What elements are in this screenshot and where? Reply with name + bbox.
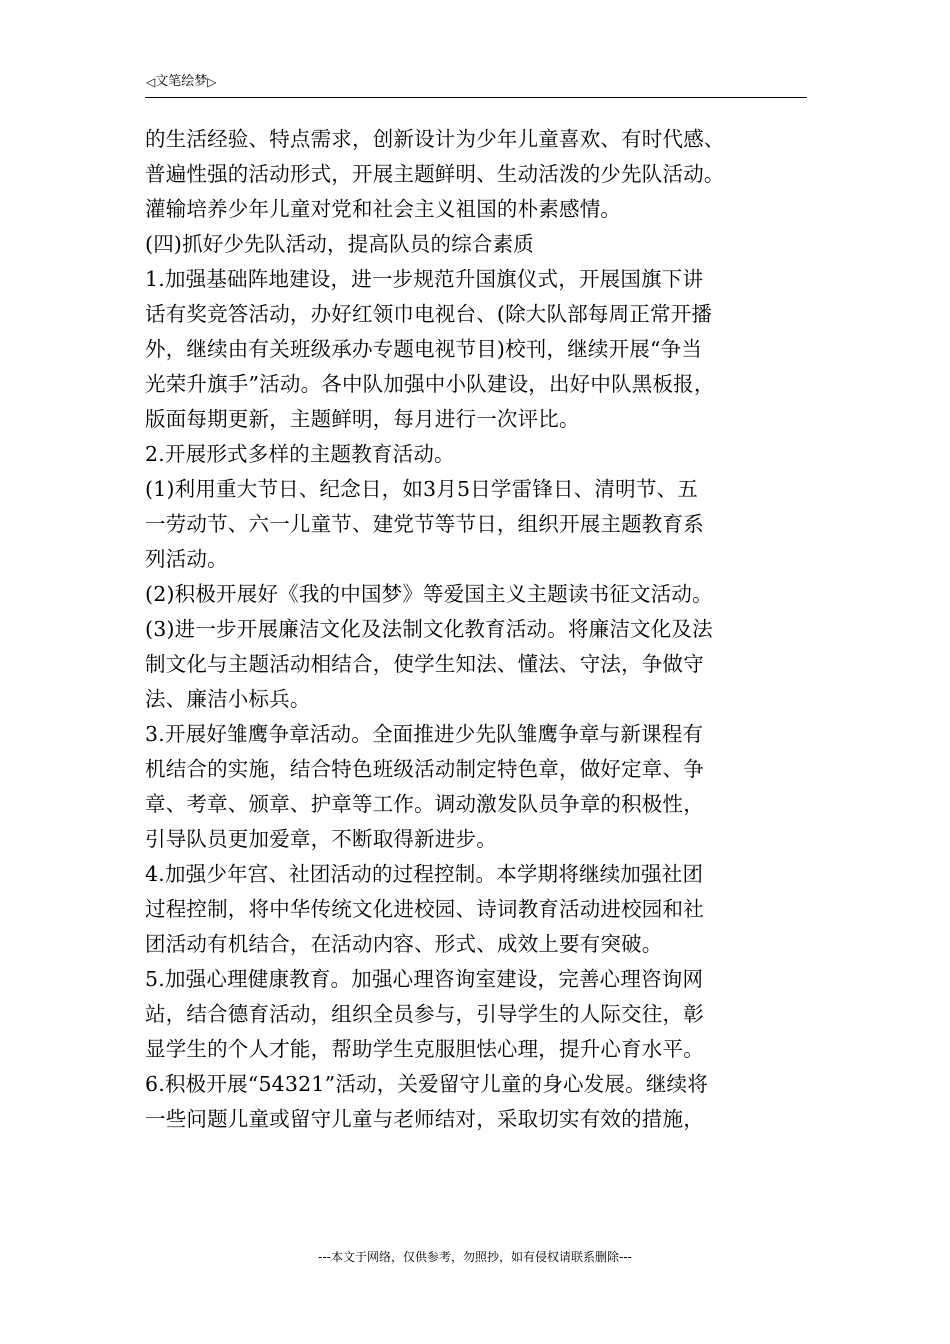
header-divider	[145, 97, 807, 98]
text-line: 站，结合德育活动，组织全员参与，引导学生的人际交往，彰	[145, 1002, 704, 1026]
text-line: 话有奖竞答活动，办好红领巾电视台、(除大队部每周正常开播	[145, 302, 713, 326]
text-line: 一劳动节、六一儿童节、建党节等节日，组织开展主题教育系	[145, 512, 704, 536]
text-line: 2.开展形式多样的主题教育活动。	[145, 442, 455, 466]
text-line: 一些问题儿童或留守儿童与老师结对，采取切实有效的措施，	[145, 1107, 704, 1131]
text-line: (2)积极开展好《我的中国梦》等爱国主义主题读书征文活动。	[145, 582, 713, 606]
header-brand: 文笔绘梦	[155, 74, 208, 89]
section-heading: (四)抓好少先队活动，提高队员的综合素质	[145, 232, 534, 256]
text-line: 普遍性强的活动形式，开展主题鲜明、生动活泼的少先队活动。	[145, 162, 725, 186]
text-line: 法、廉洁小标兵。	[145, 687, 311, 711]
text-line: 引导队员更加爱章，不断取得新进步。	[145, 827, 497, 851]
text-line: 3.开展好雏鹰争章活动。全面推进少先队雏鹰争章与新课程有	[145, 722, 704, 746]
document-body	[145, 122, 810, 1137]
page-footer: ---本文于网络，仅供参考，勿照抄，如有侵权请联系删除---	[318, 1250, 632, 1264]
text-line: 光荣升旗手”活动。各中队加强中小队建设，出好中队黑板报，	[145, 372, 715, 396]
text-line: 的生活经验、特点需求，创新设计为少年儿童喜欢、有时代感、	[145, 127, 725, 151]
text-line: 6.积极开展“54321”活动，关爱留守儿童的身心发展。继续将	[145, 1072, 708, 1096]
triangle-left-icon: ◁	[146, 75, 156, 89]
text-line: 章、考章、颁章、护章等工作。调动激发队员争章的积极性，	[145, 792, 704, 816]
text-line: 5.加强心理健康教育。加强心理咨询室建设，完善心理咨询网	[145, 967, 704, 991]
text-line: 外，继续由有关班级承办专题电视节目)校刊，继续开展“争当	[145, 337, 703, 361]
text-line: (3)进一步开展廉洁文化及法制文化教育活动。将廉洁文化及法	[145, 617, 713, 641]
text-line: 制文化与主题活动相结合，使学生知法、懂法、守法，争做守	[145, 652, 704, 676]
text-line: (1)利用重大节日、纪念日，如3月5日学雷锋日、清明节、五	[145, 477, 698, 501]
text-line: 显学生的个人才能，帮助学生克服胆怯心理，提升心育水平。	[145, 1037, 704, 1061]
text-line: 灌输培养少年儿童对党和社会主义祖国的朴素感情。	[145, 197, 622, 221]
text-line: 列活动。	[145, 547, 228, 571]
text-line: 4.加强少年宫、社团活动的过程控制。本学期将继续加强社团	[145, 862, 704, 886]
text-line: 版面每期更新，主题鲜明，每月进行一次评比。	[145, 407, 580, 431]
text-line: 过程控制，将中华传统文化进校园、诗词教育活动进校园和社	[145, 897, 704, 921]
page-header	[146, 74, 216, 90]
text-line: 1.加强基础阵地建设，进一步规范升国旗仪式，开展国旗下讲	[145, 267, 704, 291]
text-line: 机结合的实施，结合特色班级活动制定特色章，做好定章、争	[145, 757, 704, 781]
triangle-right-icon: ▷	[207, 75, 217, 89]
text-line: 团活动有机结合，在活动内容、形式、成效上要有突破。	[145, 932, 663, 956]
